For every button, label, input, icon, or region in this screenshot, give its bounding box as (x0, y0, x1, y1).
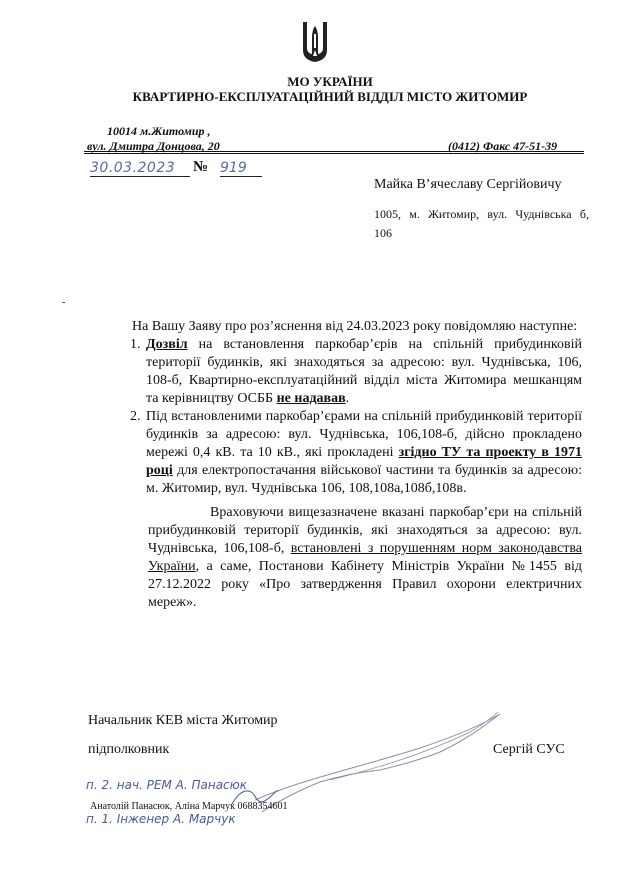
registration-number: 919 (220, 160, 262, 177)
header-divider-secondary (84, 153, 584, 154)
stray-mark: - (62, 297, 66, 308)
item1-text-b: . (345, 391, 350, 406)
letter-body (96, 318, 582, 612)
conclusion-text-b: , а саме, Постанови Кабінету Міністрів України №1455 від 27.12.2022 року «Про затвердження Правил охорони електричних мереж». (148, 559, 582, 610)
sender-address-line1: 10014 м.Житомир , (107, 124, 211, 138)
trident-icon (300, 20, 330, 64)
conclusion-paragraph (148, 504, 582, 612)
department-title: КВАРТИРНО-ЕКСПЛУАТАЦІЙНИЙ ВІДДІЛ МІСТО ЖИТОМИР (132, 89, 528, 104)
signatory-name: Сергій СУС (493, 742, 565, 757)
registration-number-label: № (193, 159, 209, 175)
signatory-title: Начальник КЕВ міста Житомир (88, 713, 278, 728)
signatory-rank: підполковник (88, 742, 170, 757)
points-list (96, 336, 582, 498)
conclusion-text-a: Враховуючи вищезазначене вказані паркобар’єри на спільній прибудинковій території будинків, які знаходяться за адресою: вул. Чуднівська, 106,108-б, (148, 505, 582, 556)
list-item (144, 408, 582, 498)
item1-text-a: на встановлення паркобар’єрів на спільній прибудинковій території будинків, які знаходяться за адресою: вул. Чуднівська, 106, 108-б, Квартирно-експлуатаційний відділ міста Житомира мешканцям та керівництву ОСББ (146, 337, 582, 406)
sender-address-line2: вул. Дмитра Донцова, 20 (87, 139, 220, 153)
intro-paragraph: На Вашу Заяву про роз’яснення від 24.03.2023 року повідомляю наступне: (132, 319, 578, 334)
executor-handwritten-line2: п. 1. Інженер А. Марчук (86, 812, 236, 826)
item2-text-a: Під встановленими паркобар’єрами на спільній прибудинковій території будинків за адресою: вул. Чуднівська, 106,108-б, дійсно прокладено мережі 0,4 кВ. та 10 кВ., які прокладені (146, 409, 582, 460)
executor-contact: Анатолій Панасюк, Аліна Марчук 0688354601 (90, 801, 288, 812)
emphasis-permit: Дозвіл (146, 337, 188, 352)
addressee-name: Майка В’ячеславу Сергійовичу (374, 177, 562, 192)
emphasis-project-1971: згідно ТУ та проекту в 1971 році (146, 445, 582, 478)
item2-text-b: для електропостачання військової частини та будинків за адресою: м. Житомир, вул. Чуднівська 106, 108,108а,108б,108в. (146, 463, 582, 496)
executor-handwritten-line1: п. 2. нач. РЕМ А. Панасюк (86, 778, 248, 792)
emphasis-not-granted: не надавав (276, 391, 346, 406)
sender-phone: (0412) Факс 47-51-39 (448, 139, 558, 153)
registration-date: 30.03.2023 (90, 160, 190, 177)
ministry-title: МО УКРАЇНИ (287, 74, 373, 89)
list-item (144, 336, 582, 408)
addressee-address: 1005, м. Житомир, вул. Чуднівська б, 106 (374, 207, 589, 240)
header-divider (84, 151, 584, 152)
emphasis-violation: встановлені з порушенням норм законодавства України (148, 541, 582, 574)
